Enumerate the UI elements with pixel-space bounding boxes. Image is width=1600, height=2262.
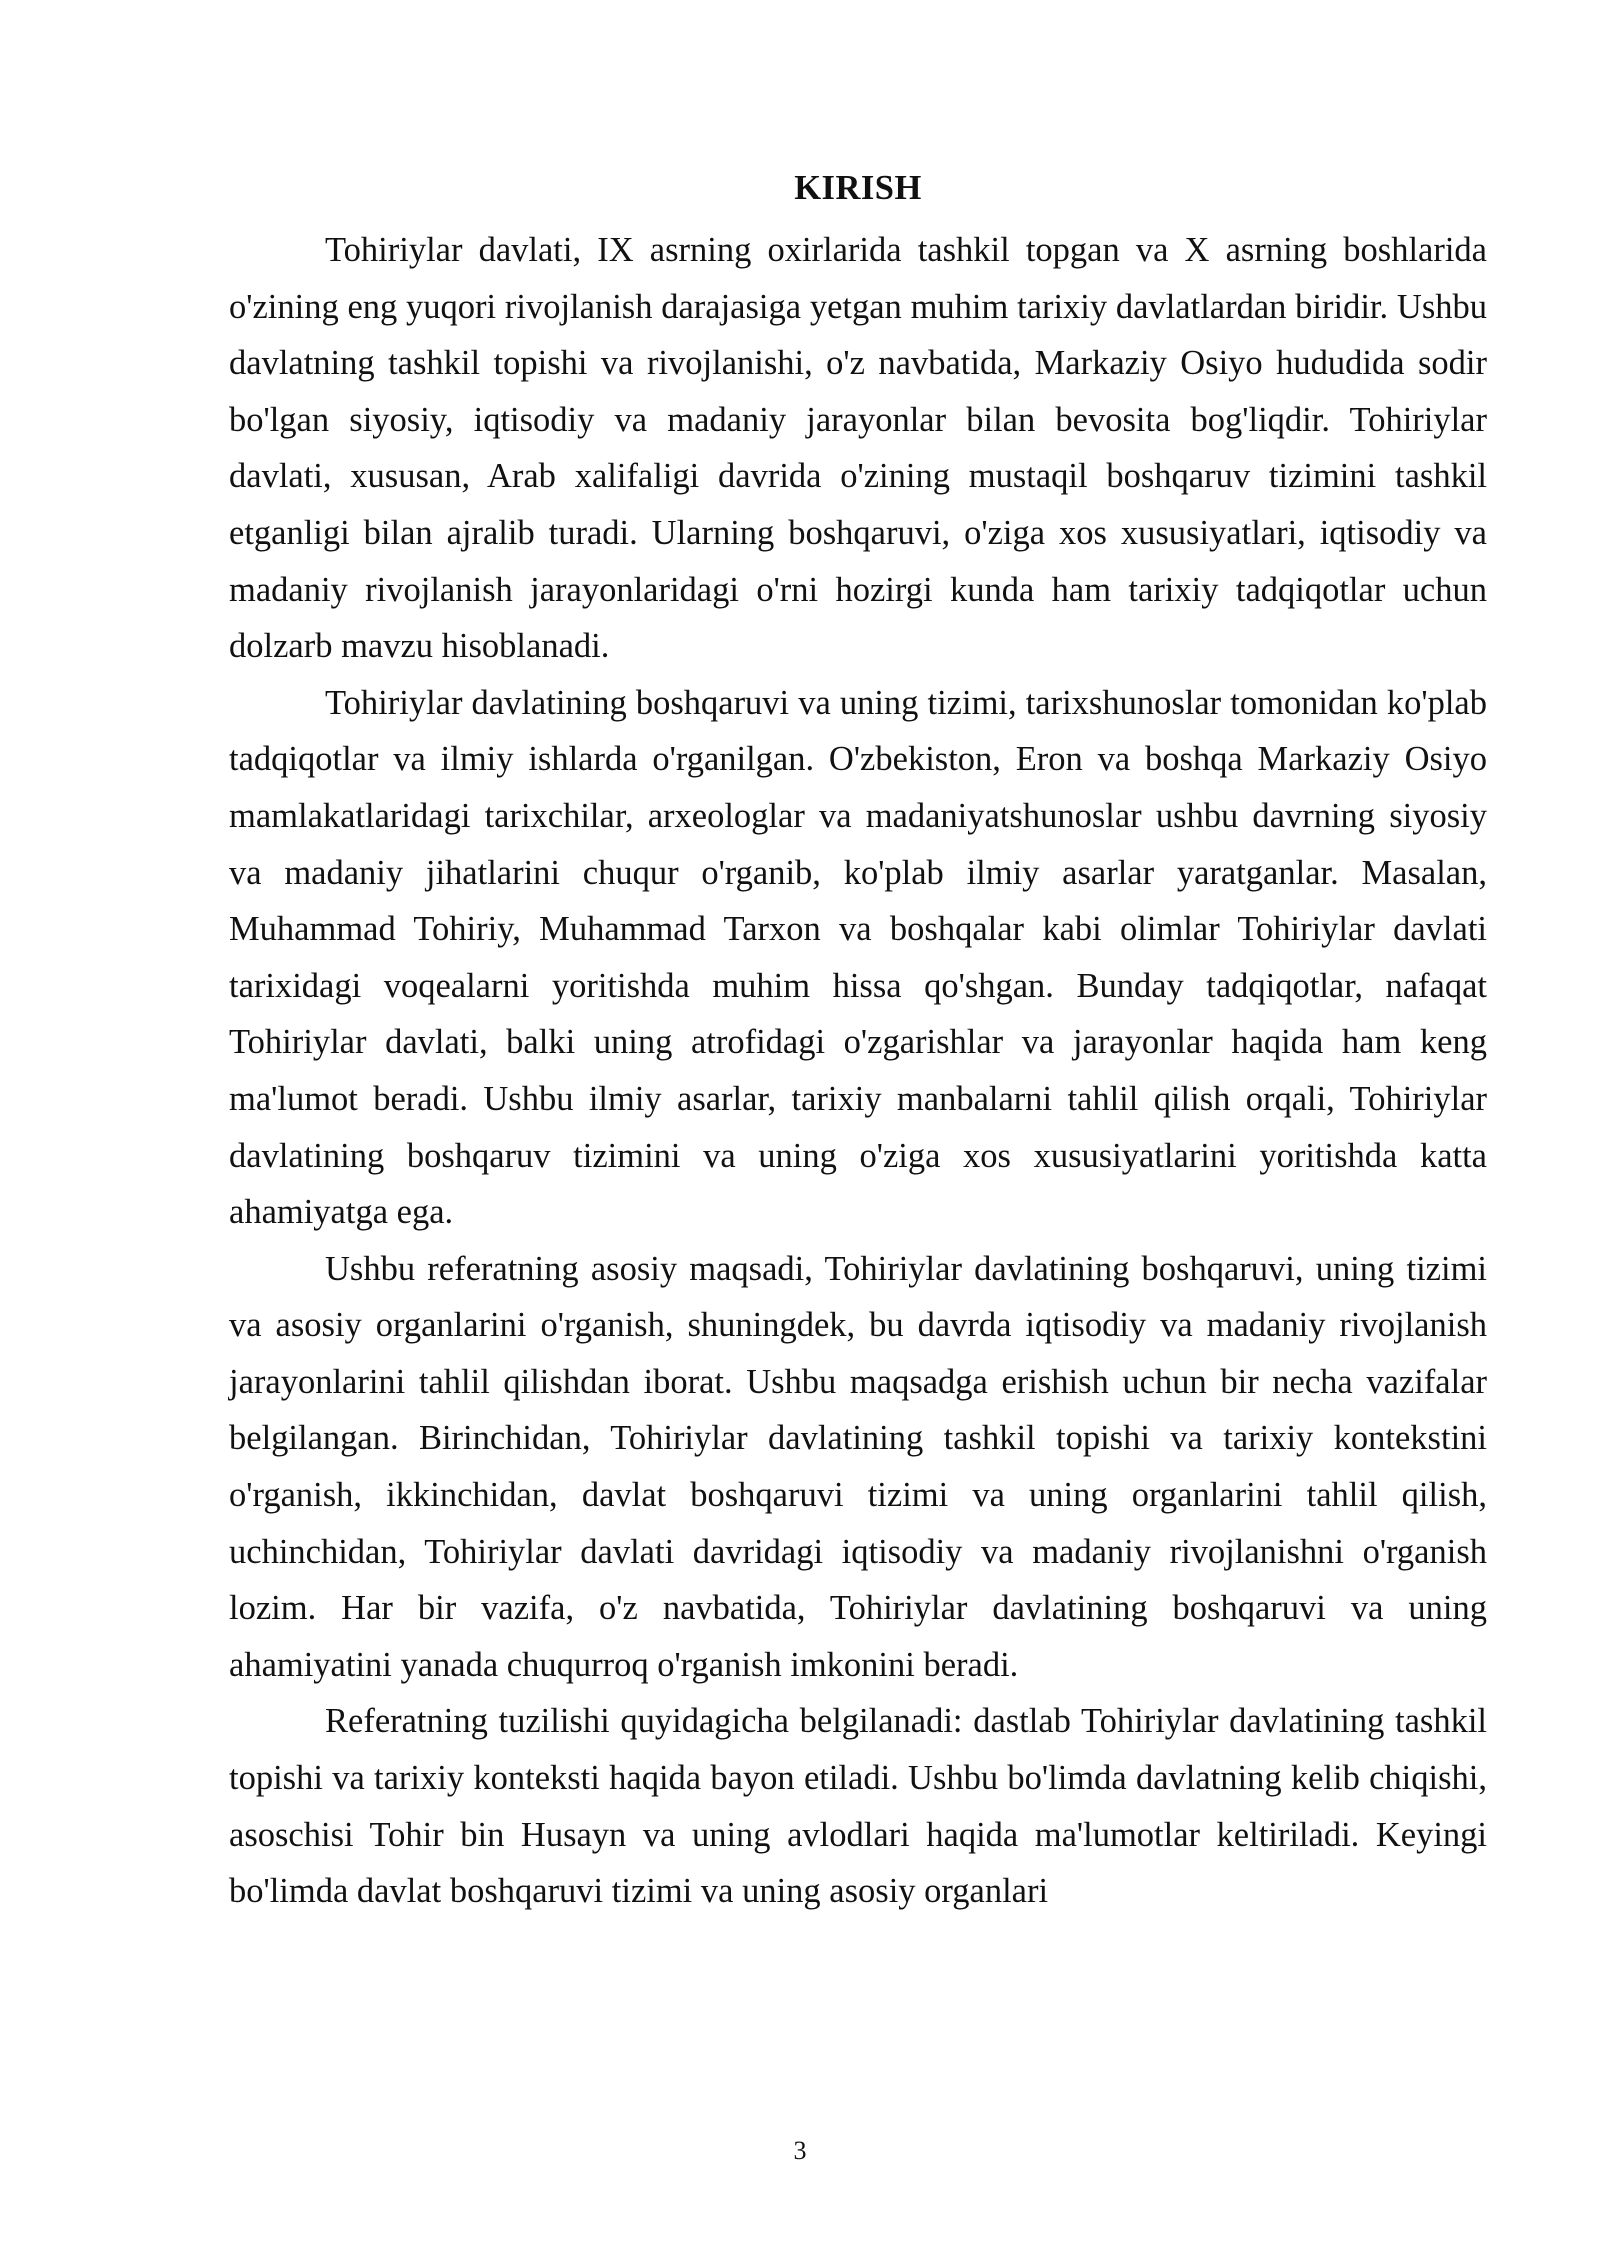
section-title: KIRISH [794, 169, 922, 207]
document-body [229, 160, 1487, 1920]
paragraph-3: Ushbu referatning asosiy maqsadi, Tohiriylar davlatining boshqaruvi, uning tizimi va asosiy organlarini o'rganish, shuningdek, bu davrda iqtisodiy va madaniy rivojlanish jarayonlarini tahlil qilishdan iborat. Ushbu maqsadga erishish uchun bir necha vazifalar belgilangan. Birinchidan, Tohiriylar davlatining tashkil topishi va tarixiy kontekstini o'rganish, ikkinchidan, davlat boshqaruvi tizimi va uning organlarini tahlil qilish, uchinchidan, Tohiriylar davlati davridagi iqtisodiy va madaniy rivojlanishni o'rganish lozim. Har bir vazifa, o'z navbatida, Tohiriylar davlatining boshqaruvi va uning ahamiyatini yanada chuqurroq o'rganish imkonini beradi. [229, 1249, 1487, 1684]
paragraph-4: Referatning tuzilishi quyidagicha belgilanadi: dastlab Tohiriylar davlatining tashkil topishi va tarixiy konteksti haqida bayon etiladi. Ushbu bo'limda davlatning kelib chiqishi, asoschisi Tohir bin Husayn va uning avlodlari haqida ma'lumotlar keltiriladi. Keyingi bo'limda davlat boshqaruvi tizimi va uning asosiy organlari [229, 1702, 1487, 1911]
page-number: 3 [793, 2136, 807, 2165]
paragraph-1: Tohiriylar davlati, IX asrning oxirlarida tashkil topgan va X asrning boshlarida o'zining eng yuqori rivojlanish darajasiga yetgan muhim tarixiy davlatlardan biridir. Ushbu davlatning tashkil topishi va rivojlanishi, o'z navbatida, Markaziy Osiyo hududida sodir bo'lgan siyosiy, iqtisodiy va madaniy jarayonlar bilan bevosita bog'liqdir. Tohiriylar davlati, xususan, Arab xalifaligi davrida o'zining mustaqil boshqaruv tizimini tashkil etganligi bilan ajralib turadi. Ularning boshqaruvi, o'ziga xos xususiyatlari, iqtisodiy va madaniy rivojlanish jarayonlaridagi o'rni hozirgi kunda ham tarixiy tadqiqotlar uchun dolzarb mavzu hisoblanadi. [229, 231, 1487, 666]
paragraph-2: Tohiriylar davlatining boshqaruvi va uning tizimi, tarixshunoslar tomonidan ko'plab tadqiqotlar va ilmiy ishlarda o'rganilgan. O'zbekiston, Eron va boshqa Markaziy Osiyo mamlakatlaridagi tarixchilar, arxeologlar va madaniyatshunoslar ushbu davrning siyosiy va madaniy jihatlarini chuqur o'rganib, ko'plab ilmiy asarlar yaratganlar. Masalan, Muhammad Tohiriy, Muhammad Tarxon va boshqalar kabi olimlar Tohiriylar davlati tarixidagi voqealarni yoritishda muhim hissa qo'shgan. Bunday tadqiqotlar, nafaqat Tohiriylar davlati, balki uning atrofidagi o'zgarishlar va jarayonlar haqida ham keng ma'lumot beradi. Ushbu ilmiy asarlar, tarixiy manbalarni tahlil qilish orqali, Tohiriylar davlatining boshqaruv tizimini va uning o'ziga xos xususiyatlarini yoritishda katta ahamiyatga ega. [229, 683, 1487, 1232]
